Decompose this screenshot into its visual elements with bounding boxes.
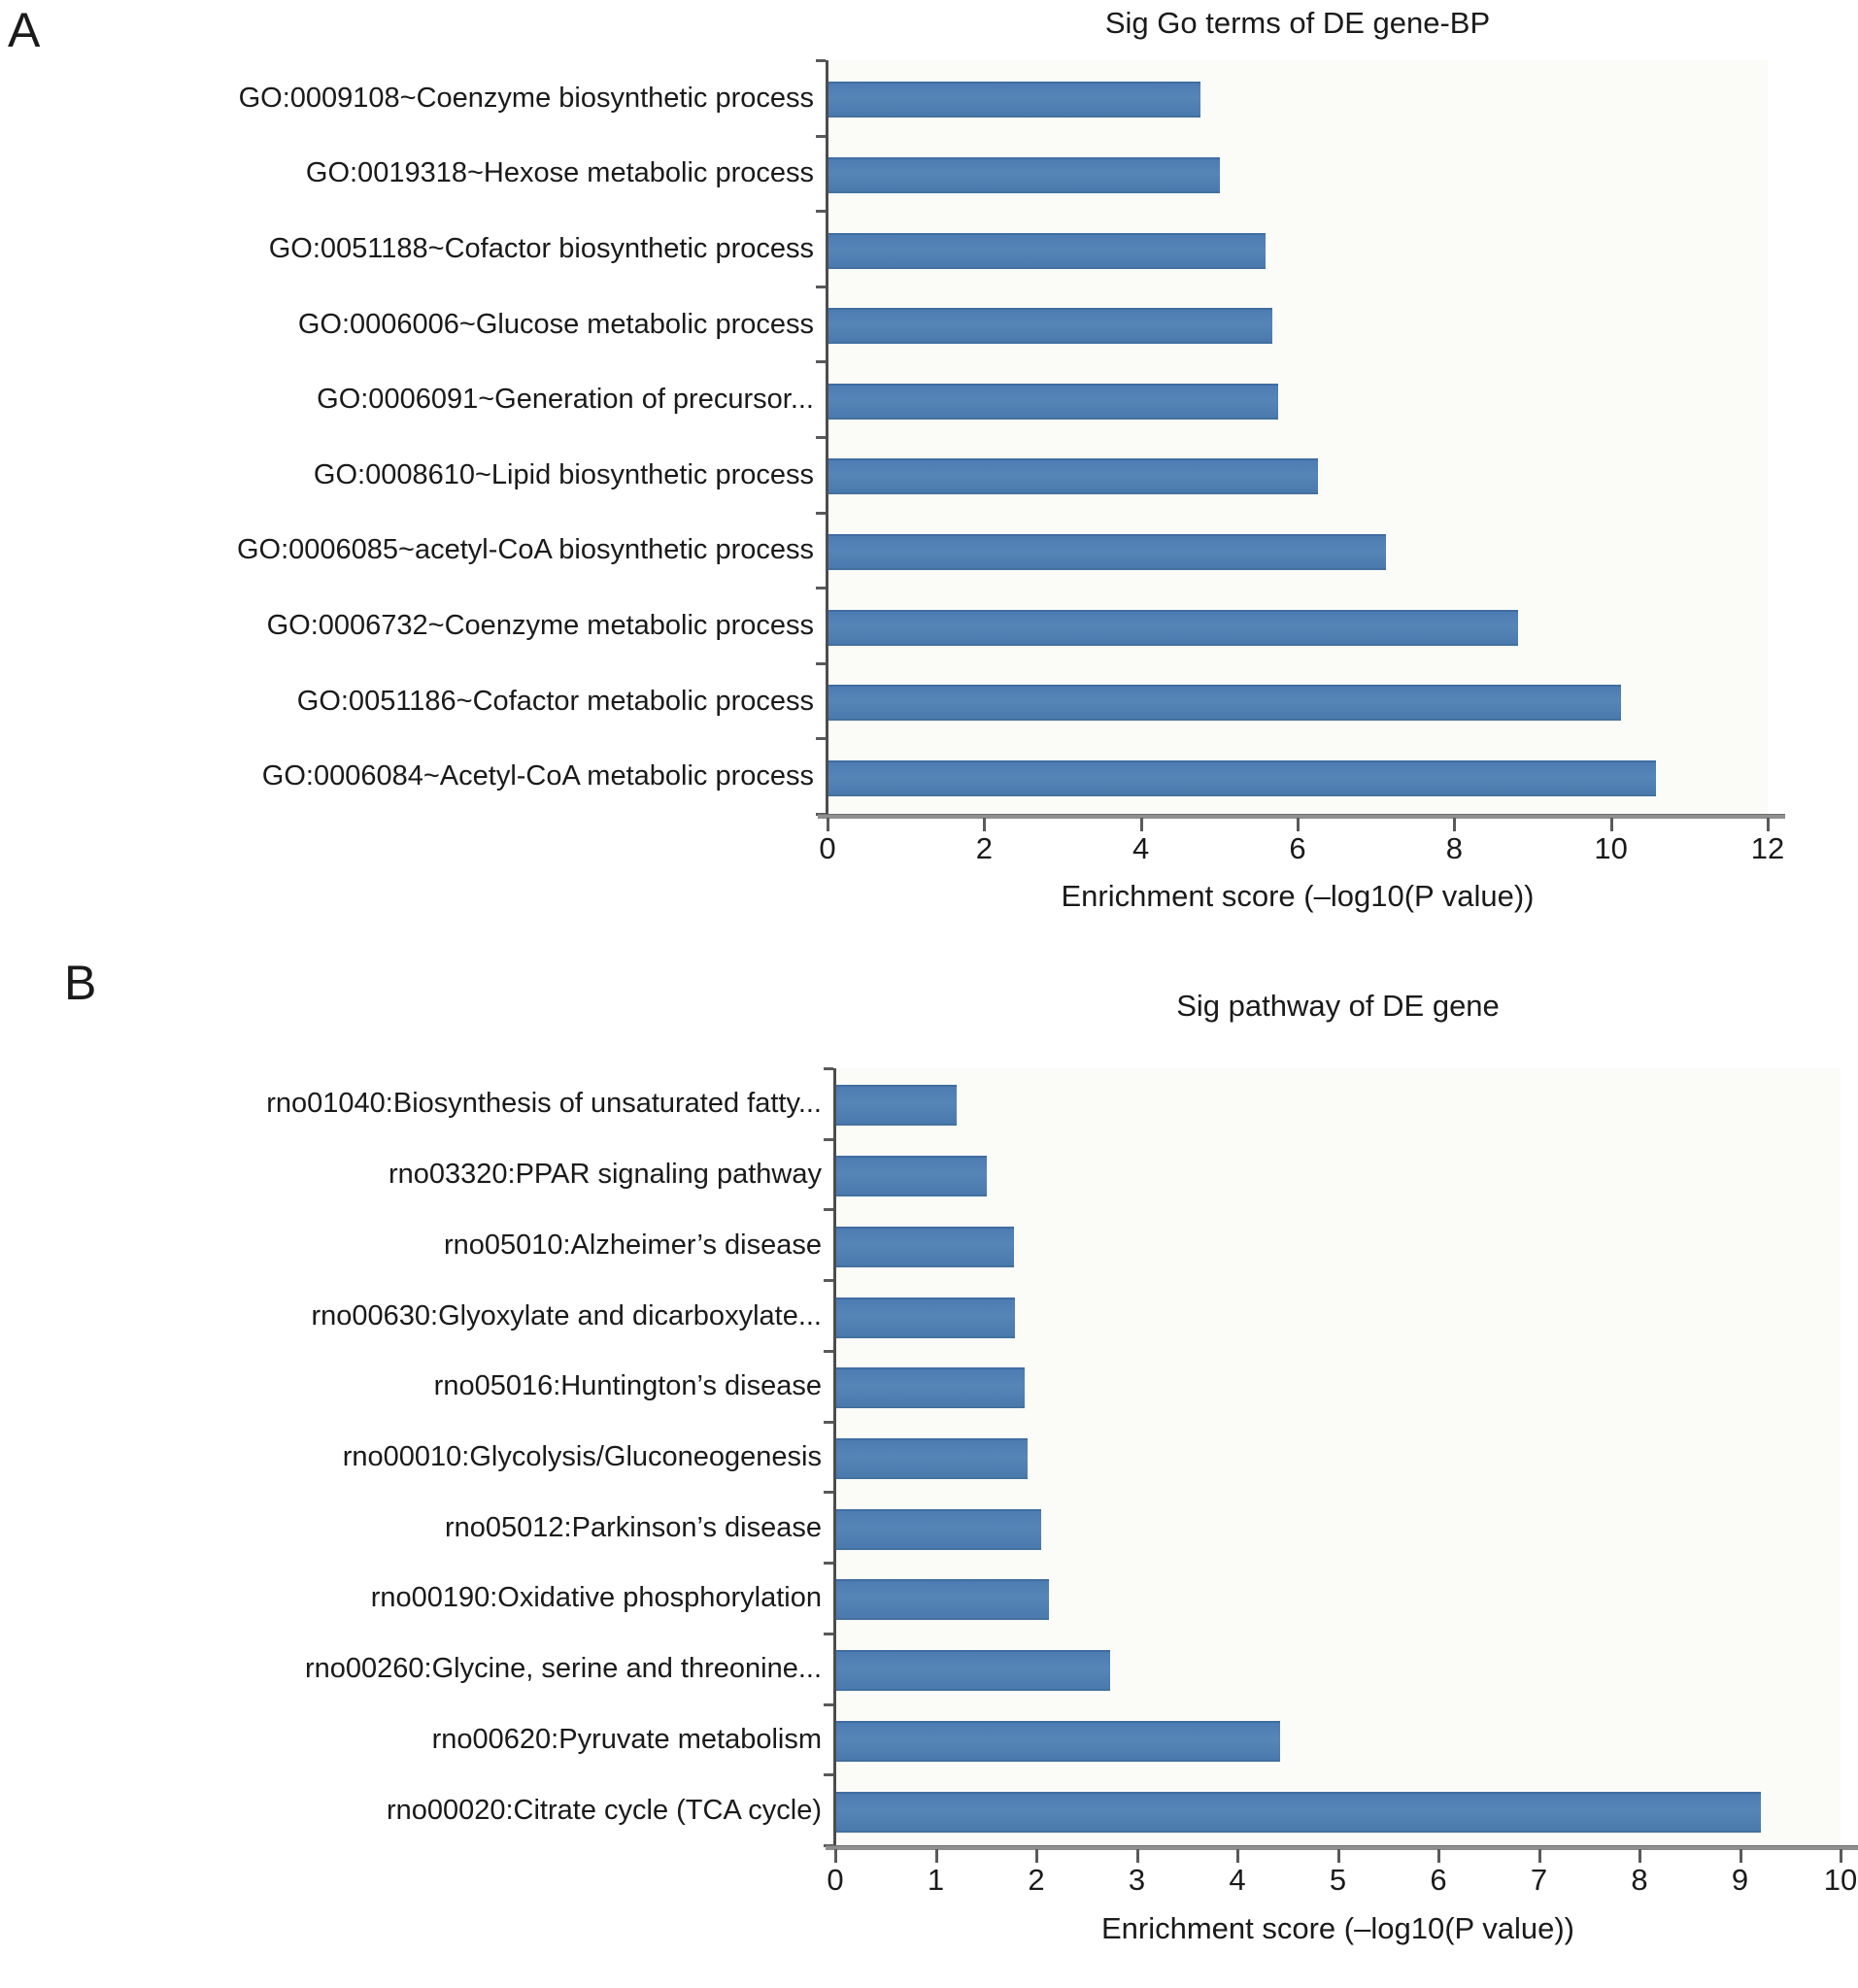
x-axis-tick xyxy=(1638,1849,1641,1863)
y-axis-tick xyxy=(824,1350,833,1353)
y-axis-tick xyxy=(824,1773,833,1776)
bar-category-label: GO:0019318~Hexose metabolic process xyxy=(305,157,814,189)
x-axis-tick xyxy=(983,818,986,831)
x-tick-label: 4 xyxy=(1132,831,1150,865)
y-axis-tick xyxy=(824,1421,833,1424)
y-axis-tick xyxy=(816,512,826,515)
y-axis-tick xyxy=(824,1067,833,1070)
x-axis-tick xyxy=(1297,818,1300,831)
x-axis-tick xyxy=(1136,1849,1139,1863)
x-tick-label: 6 xyxy=(1289,831,1306,865)
bar-category-label: rno00620:Pyruvate metabolism xyxy=(431,1723,822,1755)
bar xyxy=(836,1509,1041,1550)
x-axis-tick xyxy=(1767,818,1770,831)
bar xyxy=(828,384,1278,420)
x-axis-tick xyxy=(827,818,829,831)
x-tick-label: 4 xyxy=(1229,1863,1246,1897)
bar xyxy=(836,1085,957,1126)
y-axis-tick xyxy=(824,1491,833,1494)
bar-category-label: GO:0009108~Coenzyme biosynthetic process xyxy=(238,82,814,114)
y-axis-tick xyxy=(824,1703,833,1706)
x-tick-label: 1 xyxy=(927,1863,945,1897)
bar xyxy=(836,1792,1761,1833)
bar-category-label: GO:0006732~Coenzyme metabolic process xyxy=(266,610,814,641)
bar xyxy=(836,1650,1110,1691)
y-axis-tick xyxy=(816,210,826,213)
bar xyxy=(828,157,1220,193)
x-tick-label: 7 xyxy=(1530,1863,1548,1897)
x-tick-label: 0 xyxy=(819,831,836,865)
y-axis-tick xyxy=(816,286,826,288)
x-axis-tick xyxy=(1740,1849,1742,1863)
x-axis-tick xyxy=(935,1849,938,1863)
bar-category-label: GO:0006084~Acetyl-CoA metabolic process xyxy=(261,760,814,792)
x-tick-label: 10 xyxy=(1594,831,1628,865)
bar xyxy=(836,1297,1015,1338)
bar-category-label: GO:0051188~Cofactor biosynthetic process xyxy=(268,233,814,264)
x-axis-tick xyxy=(1538,1849,1541,1863)
bar xyxy=(828,760,1656,796)
y-axis-tick xyxy=(816,436,826,439)
bar-category-label: rno00020:Citrate cycle (TCA cycle) xyxy=(386,1794,822,1826)
bar-category-label: GO:0051186~Cofactor metabolic process xyxy=(296,685,814,717)
bar-category-label: rno00010:Glycolysis/Gluconeogenesis xyxy=(342,1441,822,1472)
panel-b-x-axis-label: Enrichment score (–log10(P value)) xyxy=(1100,1911,1575,1945)
bar xyxy=(836,1156,987,1196)
bar xyxy=(828,82,1200,118)
bar-category-label: GO:0006091~Generation of precursor... xyxy=(317,384,814,416)
x-tick-label: 2 xyxy=(1028,1863,1045,1897)
x-axis-tick xyxy=(1035,1849,1038,1863)
bar-category-label: rno01040:Biosynthesis of unsaturated fatty... xyxy=(266,1088,822,1120)
y-axis-tick xyxy=(824,1208,833,1211)
x-axis-tick xyxy=(1437,1849,1440,1863)
x-axis-tick xyxy=(1453,818,1456,831)
y-axis-tick xyxy=(816,662,826,665)
bar-category-label: GO:0006085~acetyl-CoA biosynthetic process xyxy=(236,534,814,566)
bar-category-label: rno00190:Oxidative phosphorylation xyxy=(370,1582,822,1614)
x-tick-label: 8 xyxy=(1445,831,1463,865)
bar xyxy=(836,1579,1049,1620)
y-axis-tick xyxy=(816,135,826,138)
y-axis-tick xyxy=(816,737,826,740)
x-axis-line xyxy=(826,1845,1858,1850)
y-axis-tick xyxy=(816,360,826,363)
x-axis-line xyxy=(818,814,1785,819)
bar-category-label: GO:0008610~Lipid biosynthetic process xyxy=(313,458,814,490)
y-axis-tick xyxy=(824,1633,833,1635)
x-axis-tick xyxy=(1140,818,1143,831)
bar-category-label: rno00630:Glyoxylate and dicarboxylate... xyxy=(311,1299,822,1331)
x-axis-tick xyxy=(834,1849,837,1863)
bar xyxy=(836,1367,1025,1408)
x-tick-label: 6 xyxy=(1430,1863,1447,1897)
bar xyxy=(828,685,1621,721)
panel-b-title: Sig pathway of DE gene xyxy=(1176,989,1500,1023)
bar-category-label: rno05010:Alzheimer’s disease xyxy=(443,1229,822,1261)
bar xyxy=(836,1721,1280,1762)
bar xyxy=(828,308,1272,344)
x-tick-label: 3 xyxy=(1128,1863,1146,1897)
y-axis-tick xyxy=(824,1562,833,1565)
x-axis-tick xyxy=(1610,818,1613,831)
panel-a-x-axis-label: Enrichment score (–log10(P value)) xyxy=(1061,879,1535,913)
bar-category-label: rno05016:Huntington’s disease xyxy=(433,1370,822,1402)
x-tick-label: 9 xyxy=(1731,1863,1749,1897)
x-tick-label: 5 xyxy=(1329,1863,1347,1897)
y-axis-tick xyxy=(824,1138,833,1141)
x-tick-label: 2 xyxy=(975,831,993,865)
x-tick-label: 12 xyxy=(1750,831,1785,865)
bar-category-label: rno00260:Glycine, serine and threonine... xyxy=(304,1653,822,1685)
x-tick-label: 10 xyxy=(1823,1863,1858,1897)
bar xyxy=(828,534,1386,570)
bar xyxy=(836,1438,1028,1479)
bar-category-label: rno05012:Parkinson’s disease xyxy=(444,1511,822,1543)
x-axis-tick xyxy=(1236,1849,1239,1863)
y-axis-tick xyxy=(816,59,826,62)
y-axis-tick xyxy=(816,587,826,590)
x-tick-label: 0 xyxy=(827,1863,844,1897)
x-axis-tick xyxy=(1337,1849,1340,1863)
bar xyxy=(836,1227,1014,1267)
x-tick-label: 8 xyxy=(1631,1863,1648,1897)
panel-a-letter: A xyxy=(8,3,41,57)
bar-category-label: rno03320:PPAR signaling pathway xyxy=(388,1159,822,1191)
y-axis-tick xyxy=(824,1279,833,1282)
bar xyxy=(828,610,1518,646)
bar xyxy=(828,458,1318,494)
bar-category-label: GO:0006006~Glucose metabolic process xyxy=(297,308,814,340)
bar xyxy=(828,233,1266,269)
x-axis-tick xyxy=(1840,1849,1842,1863)
panel-b-letter: B xyxy=(64,956,97,1010)
panel-a-title: Sig Go terms of DE gene-BP xyxy=(1104,6,1491,40)
